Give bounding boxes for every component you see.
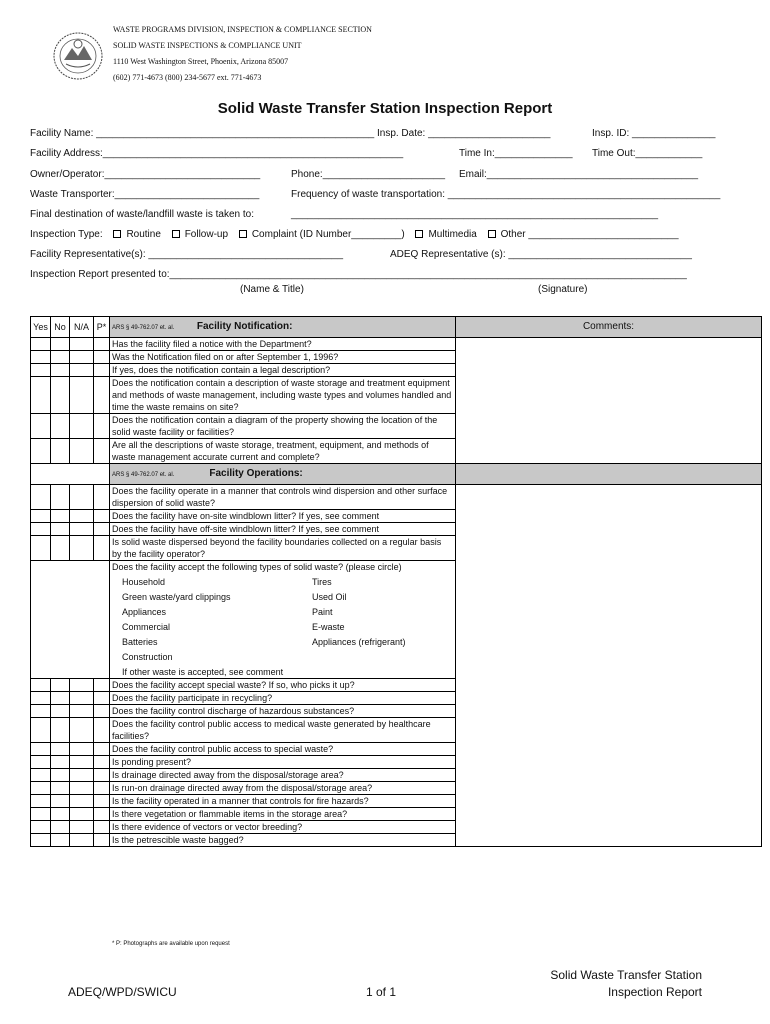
photo-checkbox[interactable] xyxy=(94,439,110,464)
waste-type-option[interactable]: Commercial xyxy=(122,622,171,632)
photo-checkbox[interactable] xyxy=(94,523,110,536)
question-text: Is ponding present? xyxy=(110,756,456,769)
question-text: Does the facility operate in a manner that controls wind dispersion and other surface dispersion of solid waste? xyxy=(110,485,456,510)
section-title: Facility Operations: xyxy=(209,468,303,479)
no-checkbox[interactable] xyxy=(51,414,70,439)
na-checkbox[interactable] xyxy=(70,808,94,821)
yes-checkbox[interactable] xyxy=(31,692,51,705)
col-na-header: N/A xyxy=(70,317,94,338)
yes-checkbox[interactable] xyxy=(31,821,51,834)
question-text: Is the facility operated in a manner that controls for fire hazards? xyxy=(110,795,456,808)
waste-type-option[interactable]: Paint xyxy=(312,607,333,617)
question-text: If yes, does the notification contain a legal description? xyxy=(110,364,456,377)
na-checkbox[interactable] xyxy=(70,743,94,756)
na-checkbox[interactable] xyxy=(70,351,94,364)
inspection-type-row xyxy=(30,229,679,240)
time-out-field[interactable]: Time Out:____________ xyxy=(592,148,703,159)
no-checkbox[interactable] xyxy=(51,351,70,364)
question-row xyxy=(31,338,762,351)
photo-checkbox[interactable] xyxy=(94,808,110,821)
division-name: WASTE PROGRAMS DIVISION, INSPECTION & COMPLIANCE SECTION xyxy=(113,25,372,34)
yes-checkbox[interactable] xyxy=(31,536,51,561)
na-checkbox[interactable] xyxy=(70,705,94,718)
adeq-rep-field[interactable]: ADEQ Representative (s): _________________________________ xyxy=(390,249,692,260)
comments-cell[interactable] xyxy=(456,485,762,847)
question-text: Is there vegetation or flammable items in the storage area? xyxy=(110,808,456,821)
yes-checkbox[interactable] xyxy=(31,351,51,364)
na-checkbox[interactable] xyxy=(70,679,94,692)
other-checkbox[interactable] xyxy=(488,230,496,238)
col-yes-header: Yes xyxy=(31,317,51,338)
inspection-type-label: Inspection Type: xyxy=(30,229,103,240)
owner-operator-field[interactable]: Owner/Operator:____________________________ xyxy=(30,169,261,180)
waste-type-option[interactable]: Tires xyxy=(312,577,332,587)
no-checkbox[interactable] xyxy=(51,439,70,464)
blank-header-cell xyxy=(31,464,110,485)
yes-checkbox[interactable] xyxy=(31,782,51,795)
yes-checkbox[interactable] xyxy=(31,769,51,782)
yes-checkbox[interactable] xyxy=(31,756,51,769)
no-checkbox[interactable] xyxy=(51,679,70,692)
yes-checkbox[interactable] xyxy=(31,338,51,351)
footnote: * P: Photographs are available upon request xyxy=(112,941,230,947)
question-text: Is solid waste dispersed beyond the facility boundaries collected on a regular basis by the facility operator? xyxy=(110,536,456,561)
photo-checkbox[interactable] xyxy=(94,795,110,808)
question-text: Is drainage directed away from the disposal/storage area? xyxy=(110,769,456,782)
facility-address-field[interactable]: Facility Address:______________________________________________________ xyxy=(30,148,404,159)
photo-checkbox[interactable] xyxy=(94,718,110,743)
waste-type-option[interactable]: Household xyxy=(122,577,166,587)
waste-types-cell xyxy=(110,561,456,679)
page-title: Solid Waste Transfer Station Inspection Report xyxy=(217,100,553,117)
no-checkbox[interactable] xyxy=(51,523,70,536)
question-text: Does the facility accept special waste? If so, who picks it up? xyxy=(110,679,456,692)
email-field[interactable]: Email:______________________________________ xyxy=(459,169,699,180)
question-text: Is there evidence of vectors or vector breeding? xyxy=(110,821,456,834)
adeq-seal-logo xyxy=(50,30,106,82)
question-text: Does the notification contain a diagram of the property showing the location of the solid waste facility or facilities? xyxy=(110,414,456,439)
waste-transporter-field[interactable]: Waste Transporter:__________________________ xyxy=(30,189,260,200)
na-checkbox[interactable] xyxy=(70,510,94,523)
waste-type-option[interactable]: Construction xyxy=(122,652,173,662)
question-text: Was the Notification filed on or after September 1, 1996? xyxy=(110,351,456,364)
question-text: Has the facility filed a notice with the Department? xyxy=(110,338,456,351)
no-checkbox[interactable] xyxy=(51,510,70,523)
na-checkbox[interactable] xyxy=(70,782,94,795)
no-checkbox[interactable] xyxy=(51,769,70,782)
photo-checkbox[interactable] xyxy=(94,769,110,782)
question-text: Does the facility participate in recycling? xyxy=(110,692,456,705)
waste-type-option[interactable]: Appliances xyxy=(122,607,167,617)
question-text: Is the petrescible waste bagged? xyxy=(110,834,456,847)
waste-type-option[interactable]: E-waste xyxy=(312,622,345,632)
na-checkbox[interactable] xyxy=(70,377,94,414)
yes-checkbox[interactable] xyxy=(31,485,51,510)
photo-checkbox[interactable] xyxy=(94,485,110,510)
no-checkbox[interactable] xyxy=(51,743,70,756)
unit-name: SOLID WASTE INSPECTIONS & COMPLIANCE UNIT xyxy=(113,41,302,50)
complaint-label: Complaint (ID Number_________) xyxy=(251,229,405,240)
yes-checkbox[interactable] xyxy=(31,705,51,718)
no-checkbox[interactable] xyxy=(51,338,70,351)
yes-checkbox[interactable] xyxy=(31,679,51,692)
no-checkbox[interactable] xyxy=(51,692,70,705)
footer-form-id: ADEQ/WPD/SWICU xyxy=(68,985,177,999)
waste-type-option[interactable] xyxy=(312,651,452,663)
multimedia-label: Multimedia xyxy=(428,229,477,240)
address: 1110 West Washington Street, Phoenix, Arizona 85007 xyxy=(113,57,289,66)
accept-question: Does the facility accept the following types of solid waste? (please circle) xyxy=(112,562,402,572)
comments-header: Comments: xyxy=(456,317,762,338)
na-checkbox[interactable] xyxy=(70,536,94,561)
final-destination-field[interactable]: __________________________________________________________________ xyxy=(291,209,659,220)
na-checkbox[interactable] xyxy=(70,364,94,377)
question-text: Does the facility have on-site windblown litter? If yes, see comment xyxy=(110,510,456,523)
ars-citation: ARS § 49-762.07 et. al. xyxy=(112,472,175,478)
photo-checkbox[interactable] xyxy=(94,351,110,364)
final-destination-label: Final destination of waste/landfill waste is taken to: xyxy=(30,209,255,220)
section-header-notification xyxy=(31,317,762,338)
question-text: Does the notification contain a description of waste storage and treatment equipment and methods of waste management, including waste types and volumes handled and time the waste remains on site? xyxy=(110,377,456,414)
waste-type-option[interactable]: Used Oil xyxy=(312,592,347,602)
na-checkbox[interactable] xyxy=(70,821,94,834)
waste-type-option[interactable]: Batteries xyxy=(122,637,158,647)
inspection-table xyxy=(30,316,762,847)
na-checkbox[interactable] xyxy=(70,795,94,808)
no-checkbox[interactable] xyxy=(51,834,70,847)
question-row xyxy=(31,485,762,510)
routine-label: Routine xyxy=(126,229,161,240)
footer-page-number: 1 of 1 xyxy=(366,985,397,999)
time-in-field[interactable]: Time In:______________ xyxy=(459,148,573,159)
phone-numbers: (602) 771-4673 (800) 234-5677 ext. 771-4673 xyxy=(113,73,262,82)
yes-checkbox[interactable] xyxy=(31,364,51,377)
yes-checkbox[interactable] xyxy=(31,718,51,743)
na-checkbox[interactable] xyxy=(70,414,94,439)
yes-checkbox[interactable] xyxy=(31,510,51,523)
no-checkbox[interactable] xyxy=(51,808,70,821)
footer-title-line1: Solid Waste Transfer Station xyxy=(550,968,702,982)
na-checkbox[interactable] xyxy=(70,439,94,464)
photo-checkbox[interactable] xyxy=(94,743,110,756)
no-checkbox[interactable] xyxy=(51,718,70,743)
no-checkbox[interactable] xyxy=(51,705,70,718)
facility-name-field[interactable]: Facility Name: __________________________________________________ Insp. Date: ______________________ xyxy=(30,128,551,139)
yes-checkbox[interactable] xyxy=(31,439,51,464)
na-checkbox[interactable] xyxy=(70,523,94,536)
no-checkbox[interactable] xyxy=(51,485,70,510)
na-checkbox[interactable] xyxy=(70,756,94,769)
question-text: Does the facility have off-site windblown litter? If yes, see comment xyxy=(110,523,456,536)
na-checkbox[interactable] xyxy=(70,692,94,705)
question-text: Is run-on drainage directed away from the disposal/storage area? xyxy=(110,782,456,795)
photo-checkbox[interactable] xyxy=(94,834,110,847)
comments-cell[interactable] xyxy=(456,338,762,464)
section-title-cell xyxy=(110,317,456,338)
no-checkbox[interactable] xyxy=(51,821,70,834)
yes-checkbox[interactable] xyxy=(31,808,51,821)
section-header-blank xyxy=(456,464,762,485)
insp-id-field[interactable]: Insp. ID: _______________ xyxy=(592,128,716,139)
question-text: Does the facility control discharge of hazardous substances? xyxy=(110,705,456,718)
na-checkbox[interactable] xyxy=(70,769,94,782)
photo-checkbox[interactable] xyxy=(94,705,110,718)
photo-checkbox[interactable] xyxy=(94,756,110,769)
multimedia-checkbox[interactable] xyxy=(415,230,423,238)
na-checkbox[interactable] xyxy=(70,718,94,743)
question-text: Does the facility control public access to medical waste generated by healthcare facilities? xyxy=(110,718,456,743)
photo-checkbox[interactable] xyxy=(94,414,110,439)
other-label: Other ___________________________ xyxy=(500,229,679,240)
photo-checkbox[interactable] xyxy=(94,536,110,561)
photo-checkbox[interactable] xyxy=(94,821,110,834)
yes-checkbox[interactable] xyxy=(31,834,51,847)
no-checkbox[interactable] xyxy=(51,795,70,808)
no-checkbox[interactable] xyxy=(51,756,70,769)
name-title-caption: (Name & Title) xyxy=(240,284,304,295)
question-text: Does the facility control public access to special waste? xyxy=(110,743,456,756)
col-p-header: P* xyxy=(94,317,110,338)
photo-checkbox[interactable] xyxy=(94,679,110,692)
waste-type-option[interactable]: Green waste/yard clippings xyxy=(122,592,231,602)
routine-checkbox[interactable] xyxy=(113,230,121,238)
photo-checkbox[interactable] xyxy=(94,377,110,414)
facility-rep-field[interactable]: Facility Representative(s): ___________________________________ xyxy=(30,249,344,260)
accept-other-note: If other waste is accepted, see comment xyxy=(122,667,284,677)
col-no-header: No xyxy=(51,317,70,338)
yes-checkbox[interactable] xyxy=(31,523,51,536)
yes-checkbox[interactable] xyxy=(31,414,51,439)
no-checkbox[interactable] xyxy=(51,536,70,561)
frequency-field[interactable]: Frequency of waste transportation: _________________________________________________ xyxy=(291,189,721,200)
question-text: Are all the descriptions of waste storage, treatment, equipment, and methods of waste management accurate current and complete? xyxy=(110,439,456,464)
photo-checkbox[interactable] xyxy=(94,692,110,705)
phone-field[interactable]: Phone:______________________ xyxy=(291,169,446,180)
photo-checkbox[interactable] xyxy=(94,782,110,795)
presented-to-field[interactable]: Inspection Report presented to:_____________________________________________________________________________________________ xyxy=(30,269,687,280)
section-title-cell xyxy=(110,464,456,485)
yes-checkbox[interactable] xyxy=(31,377,51,414)
ars-citation: ARS § 49-762.07 et. al. xyxy=(112,325,175,331)
followup-checkbox[interactable] xyxy=(172,230,180,238)
complaint-checkbox[interactable] xyxy=(239,230,247,238)
section-header-operations xyxy=(31,464,762,485)
na-checkbox[interactable] xyxy=(70,338,94,351)
na-checkbox[interactable] xyxy=(70,834,94,847)
section-title: Facility Notification: xyxy=(196,321,293,332)
no-checkbox[interactable] xyxy=(51,782,70,795)
na-checkbox[interactable] xyxy=(70,485,94,510)
waste-type-option[interactable]: Appliances (refrigerant) xyxy=(312,637,406,647)
photo-checkbox[interactable] xyxy=(94,364,110,377)
photo-checkbox[interactable] xyxy=(94,338,110,351)
followup-label: Follow-up xyxy=(184,229,229,240)
no-checkbox[interactable] xyxy=(51,377,70,414)
yes-checkbox[interactable] xyxy=(31,743,51,756)
yes-checkbox[interactable] xyxy=(31,795,51,808)
no-checkbox[interactable] xyxy=(51,364,70,377)
waste-types-blank xyxy=(31,561,110,679)
signature-caption: (Signature) xyxy=(538,284,588,295)
footer-title-line2: Inspection Report xyxy=(607,985,702,999)
photo-checkbox[interactable] xyxy=(94,510,110,523)
